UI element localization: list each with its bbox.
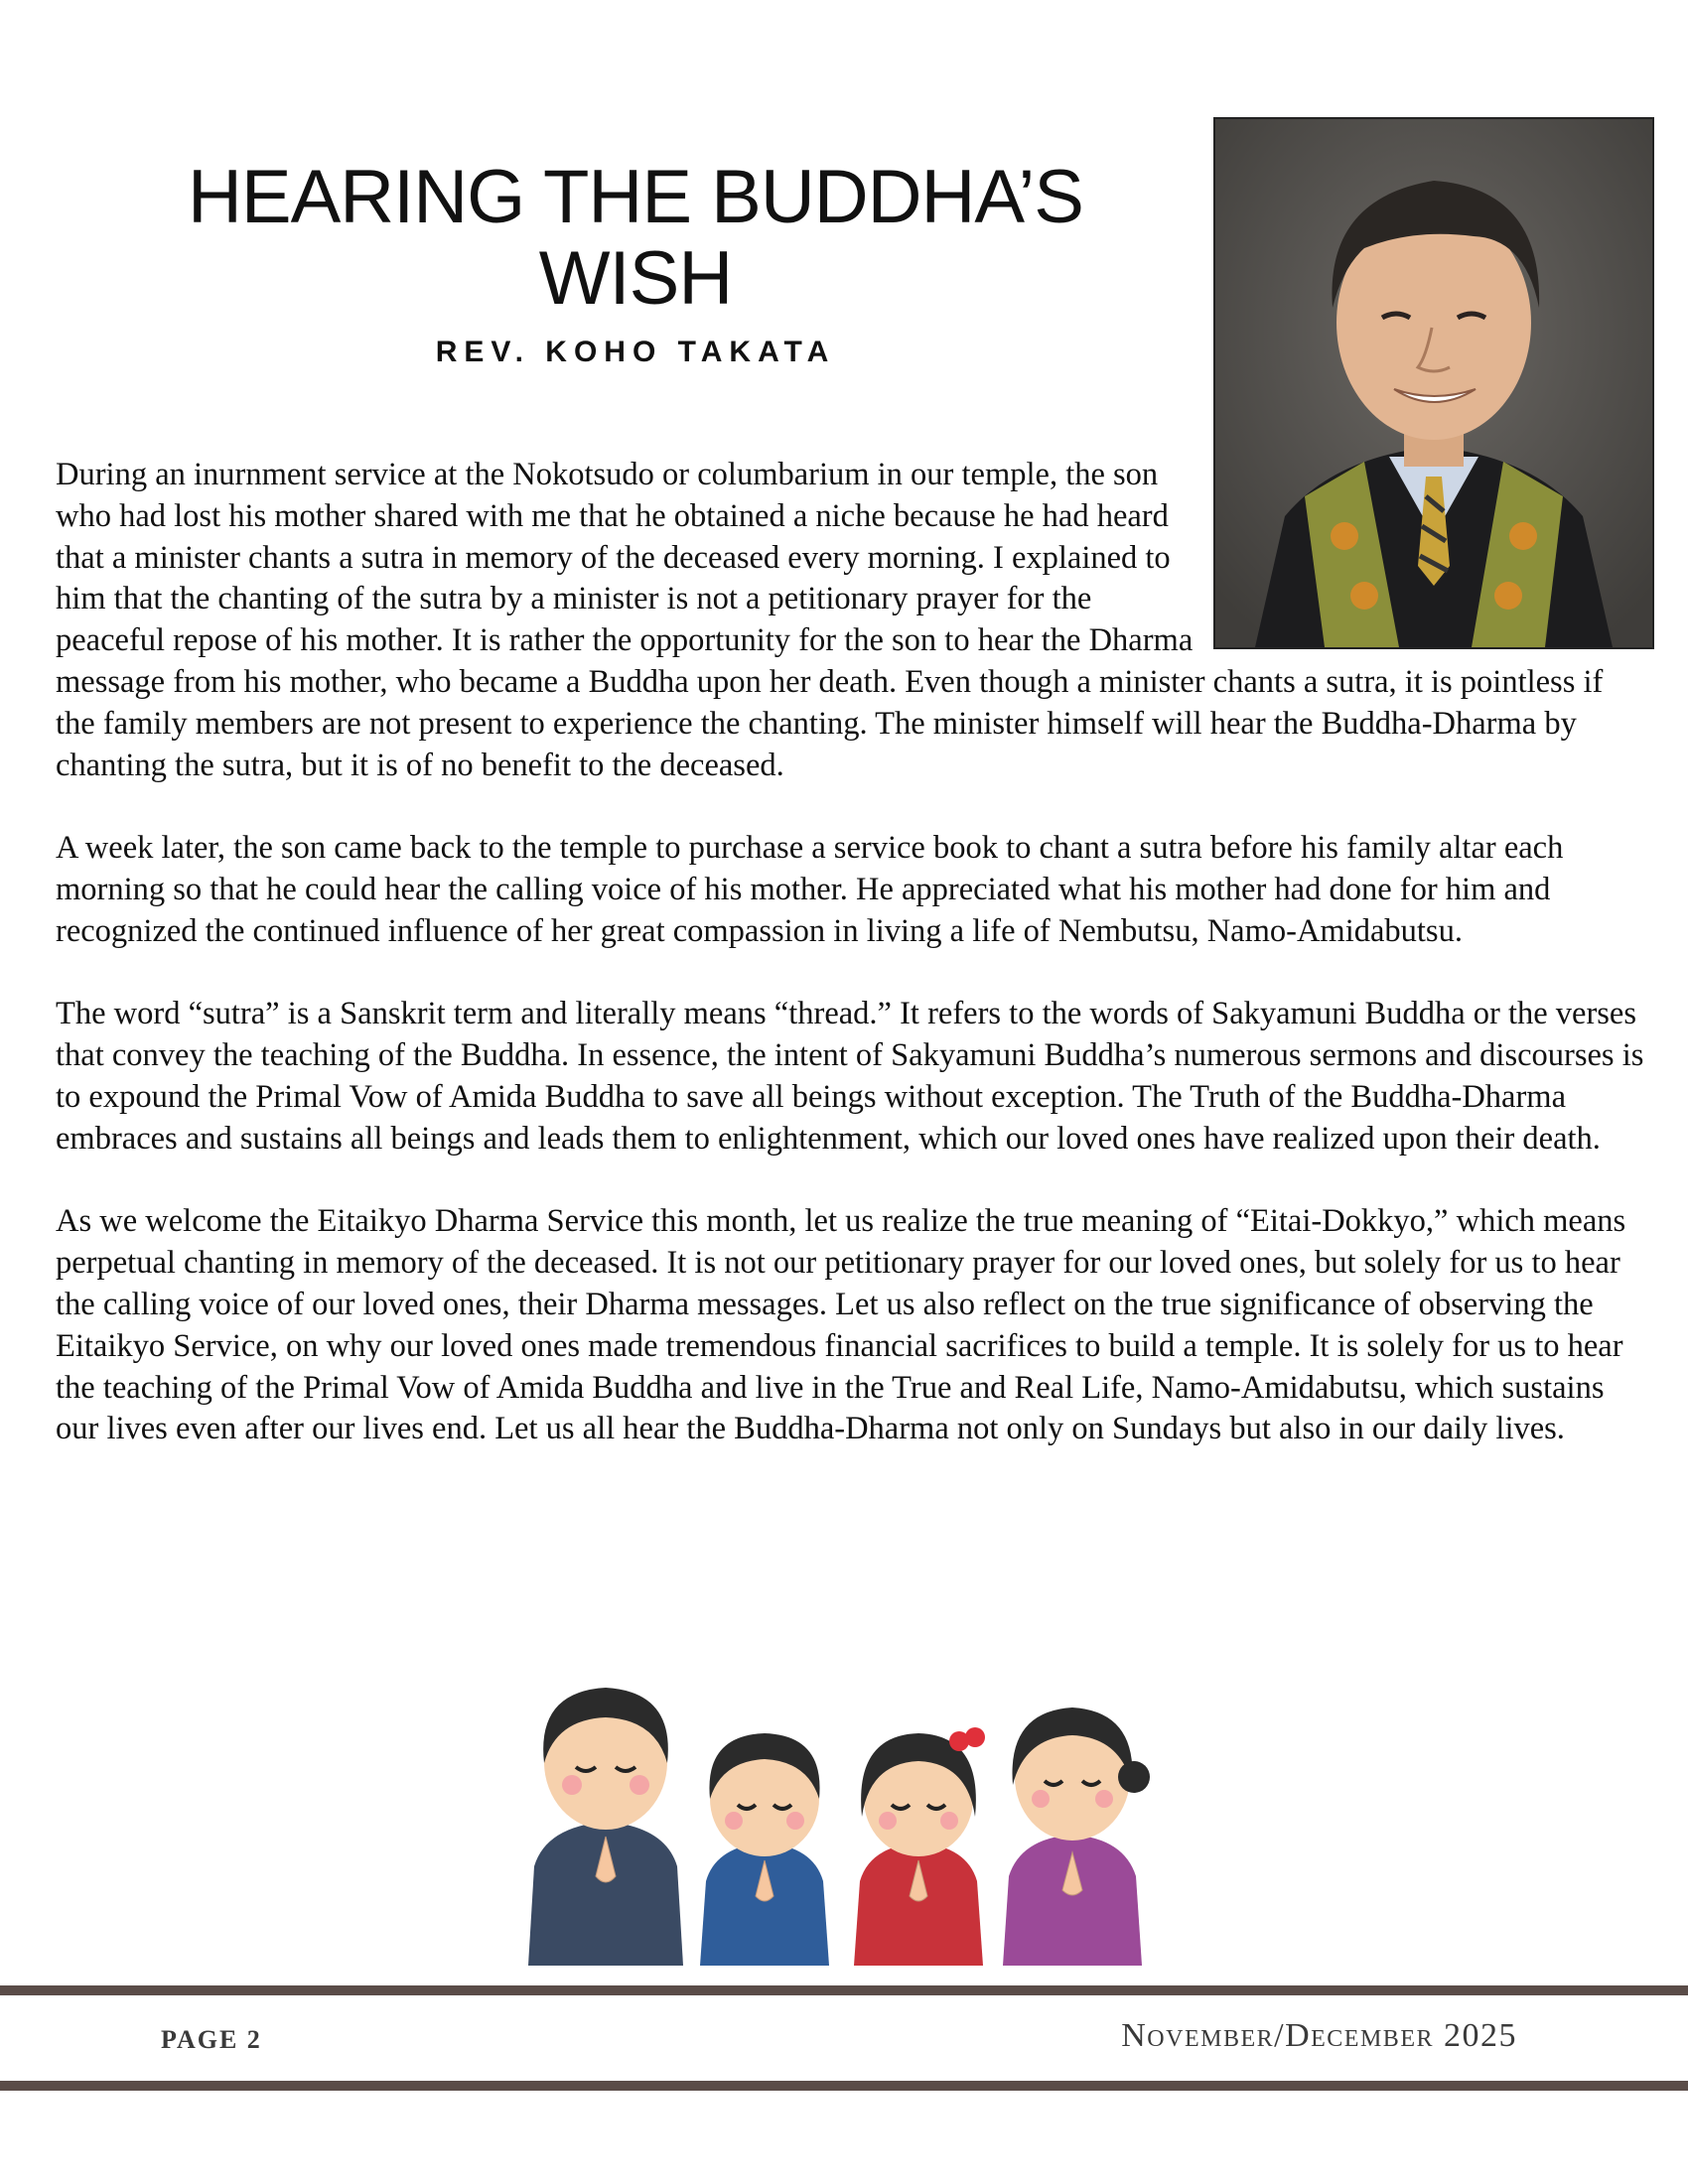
father-figure [528,1688,683,1966]
paragraph-2: A week later, the son came back to the temple to purchase a service book to chant a sutra before his family altar each morning so that he could hear the calling voice of his mother. He appreciated what his mother had done for him and recognized the continued influence of her great compassion in living a life of Nembutsu, Namo-Amidabutsu. [56,830,1564,949]
article-title [119,157,1152,320]
mother-figure [1003,1707,1150,1966]
article-body [56,455,1644,1492]
paragraph-3: The word “sutra” is a Sanskrit term and literally means “thread.” It refers to the words of Sakyamuni Buddha or the verses that convey the teaching of the Buddha. In essence, the intent of Sakyamuni Buddha’s numerous sermons and discourses is to expound the Primal Vow of Amida Buddha to save all beings without exception. The Truth of the Buddha-Dharma embraces and sustains all beings and leads them to enlightenment, which our loved ones have realized upon their death. [56,996,1644,1157]
paragraph-4: As we welcome the Eitaikyo Dharma Service this month, let us realize the true meaning of “Eitai-Dokkyo,” which means perpetual chanting in memory of the deceased. It is not our petitionary prayer for our loved ones, but solely for us to hear the calling voice of our loved ones, their Dharma messages. Let us also reflect on the true significance of observing the Eitaikyo Service, on why our loved ones made tremendous financial sacrifices to build a temple. It is solely for us to hear the teaching of the Primal Vow of Amida Buddha and live in the True and Real Life, Namo-Amidabutsu, which sustains our lives even after our lives end. Let us all hear the Buddha-Dharma not only on Sundays but also in our daily lives. [56,1203,1626,1447]
boy-figure [700,1733,829,1966]
issue-date: November/December 2025 [1121,2017,1517,2054]
praying-family-illustration [516,1668,1172,1966]
girl-figure [854,1727,985,1966]
author-byline: REV. KOHO TAKATA [435,336,836,368]
footer-rule-top [0,1985,1688,1995]
title-line-2: WISH [538,236,733,321]
page-number: PAGE 2 [161,2025,262,2054]
title-line-1: HEARING THE BUDDHA’S [188,155,1083,239]
paragraph-1: During an inurnment service at the Nokotsudo or columbarium in our temple, the son who had lost his mother shared with me that he obtained a niche because he had heard that a minister chants a sutra in memory of the deceased every morning. I explained to him that the chanting of the sutra by a minister is not a petitionary prayer for the peaceful repose of his mother. It is rather the opportunity for the son to hear the Dharma message from his mother, who became a Buddha upon her death. Even though a minister chants a sutra, it is pointless if the family members are not present to experience the chanting. The minister himself will hear the Buddha-Dharma by chanting the sutra, but it is of no benefit to the deceased. [56,457,1604,783]
photo-spacer [1197,455,1644,653]
footer-rule-bottom [0,2081,1688,2091]
